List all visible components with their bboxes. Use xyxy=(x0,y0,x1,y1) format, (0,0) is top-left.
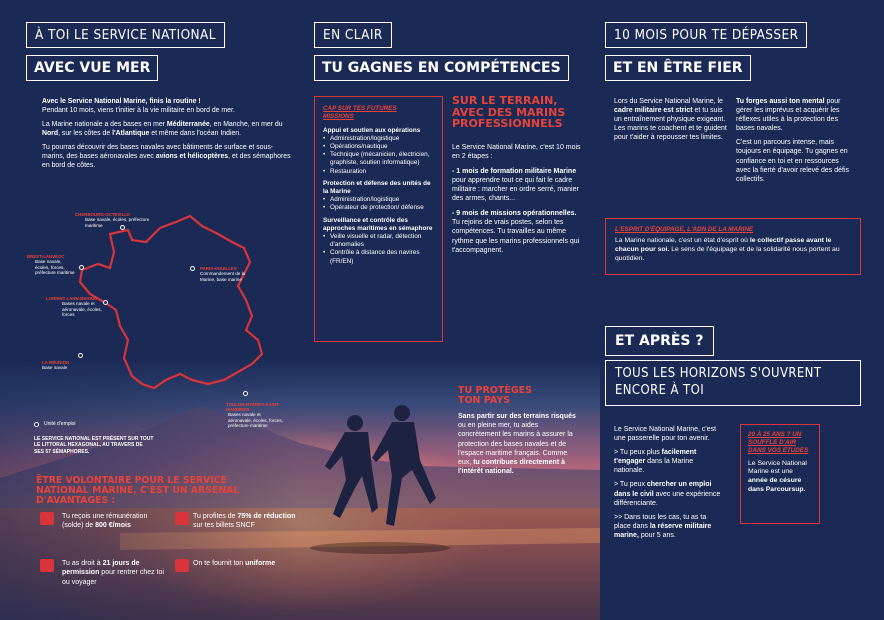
right-title: ET EN ÊTRE FIER xyxy=(605,55,751,81)
money-icon xyxy=(40,512,54,525)
protect-text: Sans partir sur des terrains risqués ou en pleine mer, tu aides concrètement les marins à assurer la protection des bases navales et de l'espace maritime français. Comme eux, tu contribues directement à l'intérêt national. xyxy=(458,413,576,476)
left-title: AVEC VUE MER xyxy=(26,55,158,81)
mid-section-header: EN CLAIR xyxy=(314,22,392,48)
perk-uniform: On te fournit ton uniforme xyxy=(193,560,276,567)
legend-dot xyxy=(34,422,39,427)
gap-year-title: 20 À 25 ANS ? UN SOUFFLE D'AIR DANS VOS ÉTUDES xyxy=(748,431,809,454)
city-lorient: LORIENT-LANN-BIHOUÉ Bases navale et aéronavale, écoles, forces xyxy=(46,296,102,317)
esprit-title: L'ESPRIT D'ÉQUIPAGE, L'ADN DE LA MARINE xyxy=(615,226,754,233)
after-text: Le Service National Marine, c'est une passerelle pour ton avenir. > Tu peux plus facilement t'engager dans la Marine nationale. > Tu peux chercher un emploi dans le civil avec une expérience différenciante. >> Dans tous les cas, tu as ta place dans la réserve militaire marine, pour 5 ans. xyxy=(614,426,721,539)
perk-salary: Tu reçois une rémunération (solde) de 800 €/mois xyxy=(62,513,148,530)
missions-box-title: CAP SUR TES FUTURES MISSIONS xyxy=(323,105,397,120)
terrain-title: SUR LE TERRAIN, AVEC DES MARINS PROFESSIONNELS xyxy=(452,94,566,131)
calendar-icon xyxy=(40,559,54,572)
right-col1: Lors du Service National Marine, le cadre militaire est strict et tu suis un entraînement physique exigeant. Les marins te coachent et te guident pour t'aider à repousser tes limites. xyxy=(614,98,727,142)
map-note: LE SERVICE NATIONAL EST PRÉSENT SUR TOUT LE LITTORAL HEXAGONAL, AU TRAVERS DE SES 57 SÉMAPHORES. xyxy=(34,436,154,455)
city-brest: BREST-LANVÉOC Base navale, écoles, forces, préfecture maritime xyxy=(27,254,75,275)
missions-s1-list: • Administration/logistique • Opérations/nautique • Technique (mécanicien, électricien, graphiste, soutien informatique) • Restauration xyxy=(323,135,434,176)
terrain-text: Le Service National Marine, c'est 10 mois en 2 étapes : - 1 mois de formation militaire Marine pour apprendre tout ce qui fait le cadre militaire : marcher en ordre serré, manier des armes, chants... - 9 mois de missions opérationnelles. Tu rejoins de vrais postes, selon tes compétences. Tu travailles au même rythme que les marins professionnels qui t'accompagnent. xyxy=(452,144,581,254)
map-dot-paris xyxy=(190,266,195,271)
city-cherbourg: CHERBOURG-OCTEVILLE Base navale, écoles, préfecture maritime xyxy=(75,212,150,228)
perk-leave: Tu as droit à 21 jours de permission pour rentrer chez toi ou voyager xyxy=(62,560,164,586)
right-section-header: 10 MOIS POUR TE DÉPASSER xyxy=(605,22,807,48)
map-dot-reunion xyxy=(78,353,83,358)
map-legend: Unité d'emploi xyxy=(44,421,76,427)
after-header: TOUS LES HORIZONS S'OUVRENT ENCORE À TOI xyxy=(605,360,861,406)
city-reunion: LA RÉUNION Base navale xyxy=(42,360,70,371)
volunteer-title: ÊTRE VOLONTAIRE POUR LE SERVICE NATIONAL MARINE, C'EST UN ARSENAL D'AVANTAGES : xyxy=(36,475,240,507)
missions-s1-title: Appui et soutien aux opérations xyxy=(323,126,421,134)
after-title: ET APRÈS ? xyxy=(605,326,714,356)
missions-s3-list: • Veille visuelle et radar, détection d'anomalies • Contrôle à distance des navires (FR/EN) xyxy=(323,233,434,266)
city-toulon: TOULON-HYÈRES-SAINT-MANDRIER Bases navale et aéronavale, écoles, forces, préfecture maritime xyxy=(226,402,283,429)
mid-title: TU GAGNES EN COMPÉTENCES xyxy=(314,55,569,81)
train-icon xyxy=(175,512,189,525)
perk-sncf: Tu profites de 75% de réduction sur tes billets SNCF xyxy=(193,513,296,530)
city-paris: PARIS-HOUILLES Commandement de la Marine, base marine xyxy=(200,266,246,282)
map-dot-toulon xyxy=(243,391,248,396)
left-intro: Avec le Service National Marine, finis la routine ! Pendant 10 mois, viens t'initier à la vie militaire en bord de mer. La Marine nationale a des bases en mer Méditerranée, en Manche, en mer du Nord, sur les côtes de l'Atlantique et même dans l'océan Indien. Tu pourras découvrir des bases navales avec bâtiments de surface et sous-marins, des bases aéronavales avec avions et hélicoptères, et des sémaphores en bord de côtes. xyxy=(42,98,291,169)
protect-title: TU PROTÈGES TON PAYS xyxy=(458,385,532,406)
missions-box xyxy=(314,96,443,342)
missions-s2-title: Protection et défense des unités de la Marine xyxy=(323,179,431,196)
left-section-header: À TOI LE SERVICE NATIONAL xyxy=(26,22,225,48)
missions-s2-list: • Administration/logistique • Opérateur de protection/ défense xyxy=(323,196,434,212)
missions-s3-title: Surveillance et contrôle des approches maritimes en sémaphore xyxy=(323,216,433,232)
esprit-box: L'ESPRIT D'ÉQUIPAGE, L'ADN DE LA MARINE La Marine nationale, c'est un état d'esprit où le collectif passe avant le chacun pour soi. Le sens de l'équipage et de la solidarité nous portent au quotidien. xyxy=(605,218,861,275)
gap-year-box: 20 À 25 ANS ? UN SOUFFLE D'AIR DANS VOS ÉTUDES Le Service National Marine est une année de césure dans Parcoursup. xyxy=(740,424,820,524)
uniform-icon xyxy=(175,559,189,572)
right-col2: Tu forges aussi ton mental pour gérer les imprévus et acquérir les réflexes utiles à la protection des bases navales. C'est un parcours intense, mais toujours en équipage. Tu gagnes en confiance en toi et en ressources avec la fierté d'avoir relevé des défis collectifs. xyxy=(736,98,850,183)
